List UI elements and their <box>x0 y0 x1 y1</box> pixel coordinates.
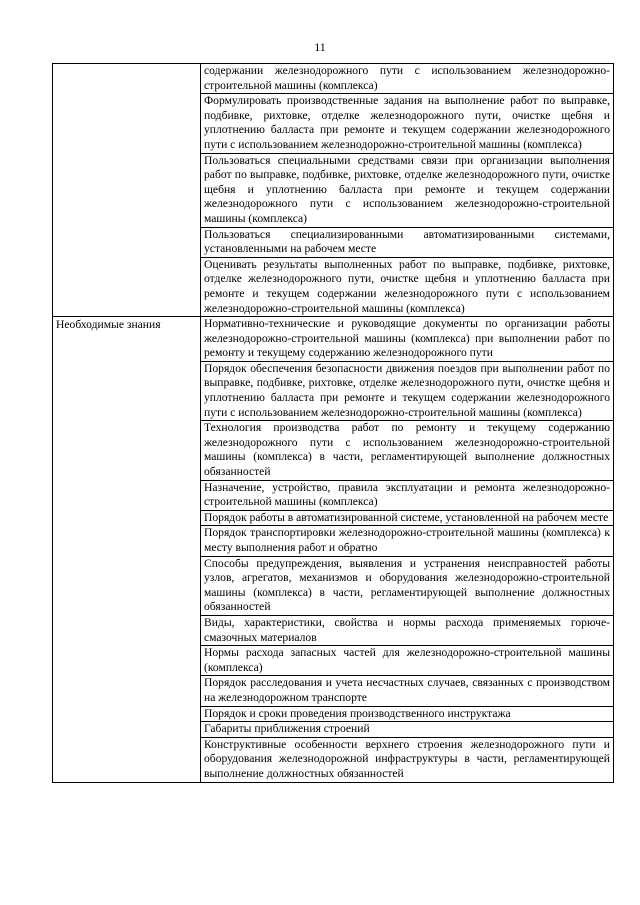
table-cell: Формулировать производственные задания на выполнение работ по выправке, подбивке, рихтовке, отделке железнодорожного пути, очистке щебня и уплотнению балласта при ремонте и текущем содержании железнодорожного пути с использованием железнодорожно-строительной машины (комплекса) <box>201 94 614 153</box>
table-cell: Способы предупреждения, выявления и устранения неисправностей работы узлов, агрегатов, механизмов и оборудования железнодорожно-строительной машины (комплекса) в части, регламентирующей выполнение должностных обязанностей <box>201 556 614 615</box>
table-cell: содержании железнодорожного пути с использованием железнодорожно-строительной машины (комплекса) <box>201 64 614 94</box>
table-cell: Порядок транспортировки железнодорожно-строительной машины (комплекса) к месту выполнения работ и обратно <box>201 526 614 556</box>
page-number: 11 <box>314 40 326 54</box>
table-cell: Назначение, устройство, правила эксплуатации и ремонта железнодорожно-строительной машины (комплекса) <box>201 480 614 510</box>
row-label-necessary-knowledge: Необходимые знания <box>56 318 161 332</box>
table-row <box>53 64 614 94</box>
table-cell: Технология производства работ по ремонту и текущему содержанию железнодорожного пути с использованием железнодорожно-строительной машины (комплекса) в части, регламентирующей выполнение должностных обязанностей <box>201 421 614 480</box>
table-cell: Порядок обеспечения безопасности движения поездов при выполнении работ по выправке, подбивке, рихтовке, отделке железнодорожного пути, очистке щебня и уплотнению балласта при ремонте и текущем содержании железнодорожного пути с использованием железнодорожно-строительной машины (комплекса) <box>201 361 614 420</box>
row-label <box>56 64 197 65</box>
table-cell: Нормативно-технические и руководящие документы по организации работы железнодорожно-строительной машины (комплекса) при выполнении работ по ремонту и текущему содержанию железнодорожного пути <box>201 317 614 362</box>
table-cell: Порядок работы в автоматизированной системе, установленной на рабочем месте <box>201 510 614 526</box>
table-cell: Порядок расследования и учета несчастных случаев, связанных с производством на железнодорожном транспорте <box>201 676 614 706</box>
row-label-cell <box>53 317 201 782</box>
table-cell: Габариты приближения строений <box>201 722 614 738</box>
table-cell: Пользоваться специализированными автоматизированными системами, установленными на рабочем месте <box>201 227 614 257</box>
table-row <box>53 317 614 362</box>
table-cell: Конструктивные особенности верхнего строения железнодорожного пути и оборудования железнодорожной инфраструктуры в части, регламентирующей выполнение должностных обязанностей <box>201 737 614 782</box>
requirements-table <box>52 63 614 783</box>
table-cell: Оценивать результаты выполненных работ по выправке, подбивке, рихтовке, отделке железнодорожного пути, очистке щебня и уплотнению балласта при ремонте и текущем содержании железнодорожного пути с использованием железнодорожно-строительной машины (комплекса) <box>201 257 614 316</box>
table-cell: Виды, характеристики, свойства и нормы расхода применяемых горюче-смазочных материалов <box>201 615 614 645</box>
table-cell: Порядок и сроки проведения производственного инструктажа <box>201 706 614 722</box>
table-cell: Пользоваться специальными средствами связи при организации выполнения работ по выправке, подбивке, рихтовке, отделке железнодорожного пути, очистке щебня и уплотнению балласта при ремонте и текущем содержании железнодорожного пути с использованием железнодорожно-строительной машины (комплекса) <box>201 153 614 227</box>
row-label-cell <box>53 64 201 317</box>
table-cell: Нормы расхода запасных частей для железнодорожно-строительной машины (комплекса) <box>201 646 614 676</box>
